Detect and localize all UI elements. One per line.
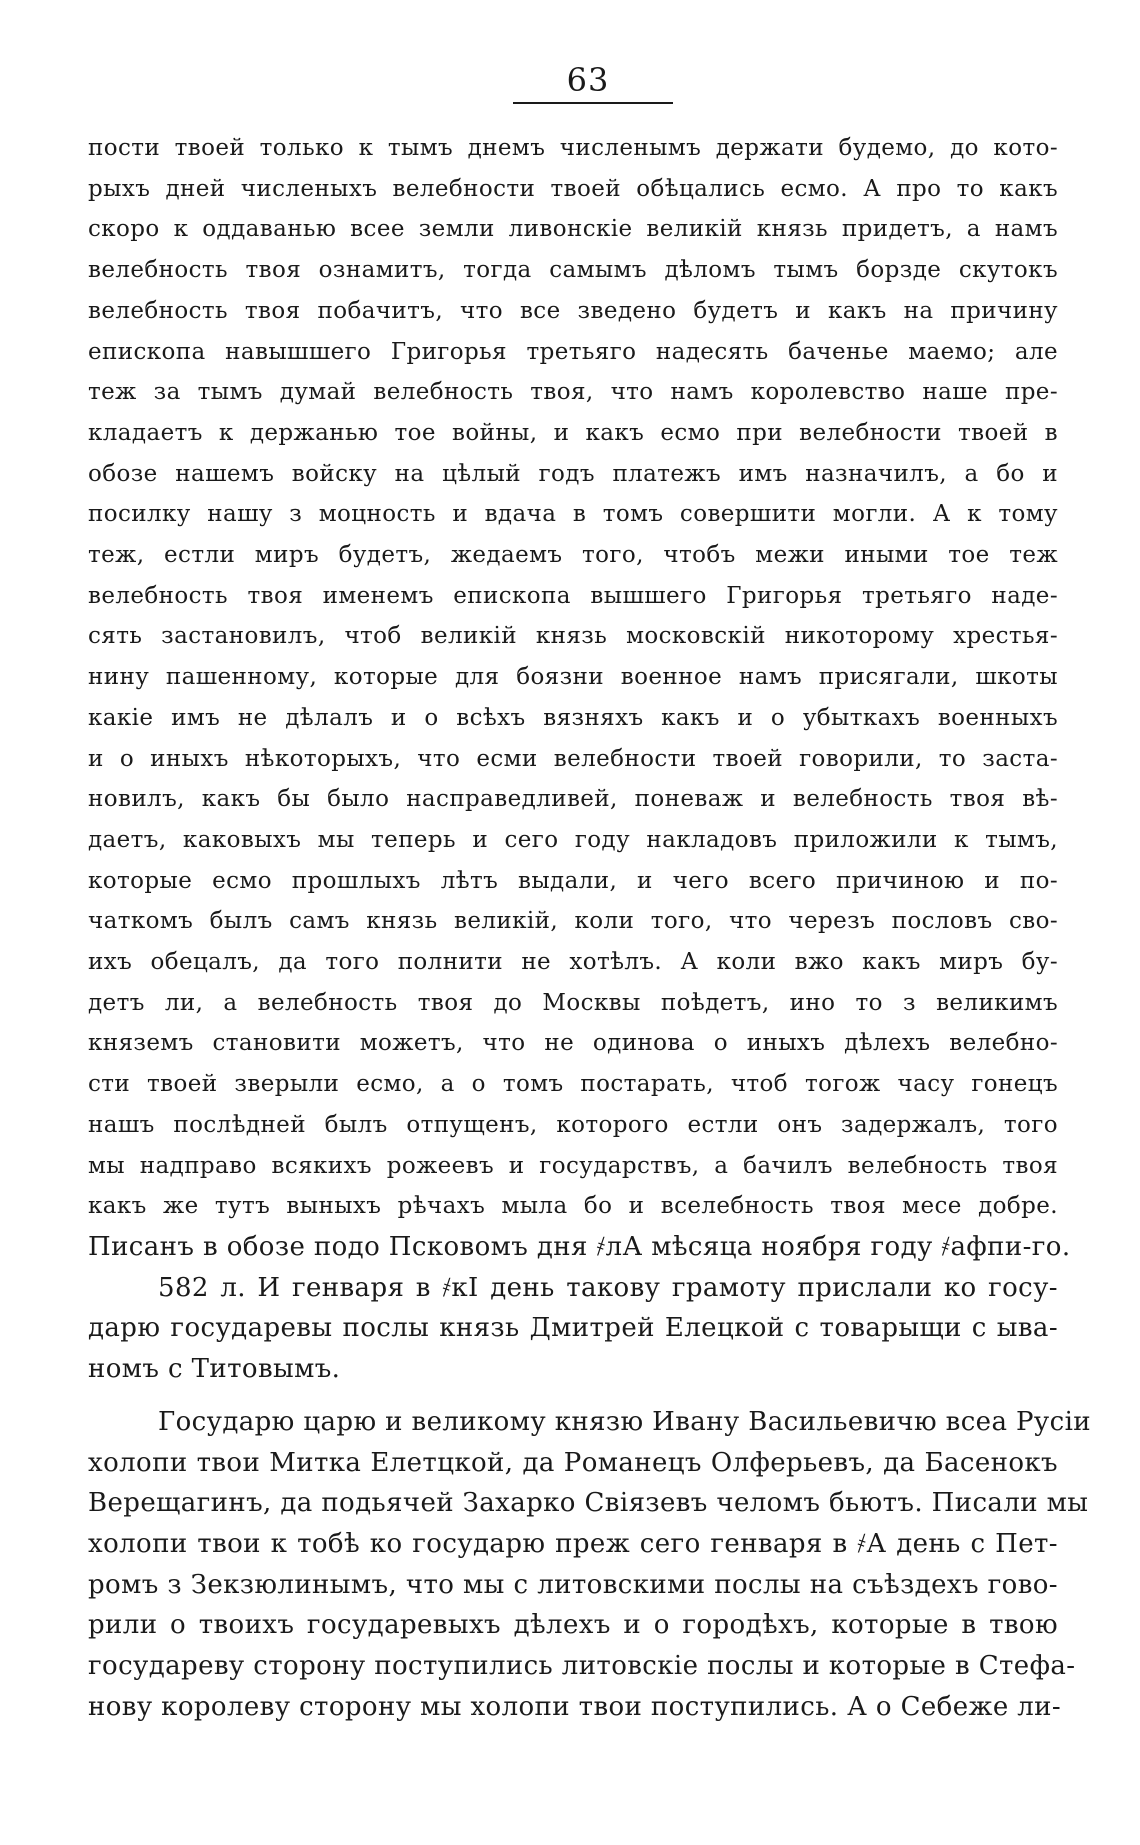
- page-number: 63: [566, 61, 610, 99]
- text-line: сять застановилъ, чтоб великій князь московскій никоторому хрестья-: [88, 623, 1058, 650]
- spacer: [88, 1390, 1058, 1402]
- text-line: обозе нашемъ войску на цѣлый годъ платежъ имъ назначилъ, а бо и: [88, 460, 1058, 487]
- text-line: нову королеву сторону мы холопи твои поступились. А о Себеже ли-: [88, 1691, 1062, 1722]
- text-line: теж, естли миръ будетъ, жедаемъ того, чтобъ межи иными тое теж: [88, 542, 1058, 569]
- text-line: велебность твоя именемъ епископа вышшего Григорья третьяго наде-: [88, 582, 1058, 609]
- page: [88, 60, 1092, 1727]
- text-line: даетъ, каковыхъ мы теперь и сего году накладовъ приложили к тымъ,: [88, 826, 1058, 853]
- text-line: чаткомъ былъ самъ князь великій, коли того, что черезъ пословъ сво-: [88, 908, 1058, 935]
- text-line: кладаетъ к держанью тое войны, и какъ есмо при велебности твоей в: [88, 419, 1058, 446]
- text-line: холопи твои к тобѣ ко государю преж сего генваря в ҂А день с Пет-: [88, 1528, 1058, 1559]
- text-line: и о иныхъ нѣкоторыхъ, что есми велебности твоей говорили, то заста-: [88, 745, 1058, 772]
- text-line: холопи твои Митка Елетцкой, да Романецъ Олферьевъ, да Басенокъ: [88, 1447, 1058, 1478]
- text-line: велебность твоя ознамитъ, тогда самымъ дѣломъ тымъ борзде скутокъ: [88, 257, 1058, 284]
- text-line: номъ с Титовымъ.: [88, 1354, 341, 1385]
- text-line: Государю царю и великому князю Ивану Васильевичю всеа Русіи: [158, 1406, 1092, 1437]
- text-line: нину пашенному, которые для боязни военное намъ присягали, шкоты: [88, 664, 1058, 691]
- text-line: ихъ обецалъ, да того полнити не хотѣлъ. А коли вжо какъ миръ бу-: [88, 949, 1058, 976]
- signature-block: [88, 1227, 1071, 1268]
- text-line: мы надправо всякихъ рожеевъ и государствъ, а бачилъ велебность твоя: [88, 1152, 1058, 1179]
- signature-line: Писанъ в обозе подо Псковомъ дня ҂лА мѣсяца ноября году ҂афпи-го.: [88, 1231, 1071, 1262]
- text-line: теж за тымъ думай велебность твоя, что намъ королевство наше пре-: [88, 379, 1058, 406]
- text-line: рыхъ дней численыхъ велебности твоей обѣцались есмо. А про то какъ: [88, 175, 1058, 202]
- letter: [88, 1402, 1092, 1728]
- body-block-1: [88, 128, 1058, 1227]
- text-line: государеву сторону поступились литовскіе послы и которые в Стефа-: [88, 1651, 1076, 1682]
- text-line: рили о твоихъ государевыхъ дѣлехъ и о городѣхъ, которые в твою: [88, 1610, 1058, 1641]
- text-line: велебность твоя побачитъ, что все зведено будетъ и какъ на причину: [88, 297, 1058, 324]
- text-line: детъ ли, а велебность твоя до Москвы поѣдетъ, ино то з великимъ: [88, 989, 1058, 1016]
- text-line: посилку нашу з моцность и вдача в томъ совершити могли. А к тому: [88, 501, 1058, 528]
- text-line: Верещагинъ, да подьячей Захарко Свіязевъ челомъ бьютъ. Писали мы: [88, 1488, 1089, 1519]
- text-line: сти твоей зверыли есмо, а о томъ постарать, чтоб тогож часу гонецъ: [88, 1071, 1058, 1098]
- text-line: княземъ становити можетъ, что не одинова о иныхъ дѣлехъ велебно-: [88, 1030, 1058, 1057]
- text-line: новилъ, какъ бы было насправедливей, поневаж и велебность твоя вѣ-: [88, 786, 1058, 813]
- text-line: какіе имъ не дѣлалъ и о всѣхъ вязняхъ какъ и о убыткахъ военныхъ: [88, 704, 1058, 731]
- text-line: 582 л. И генваря в ҂кІ день такову грамоту прислали ко госу-: [158, 1272, 1058, 1303]
- text-line: какъ же тутъ выныхъ рѣчахъ мыла бо и вселебность твоя месе добре.: [88, 1193, 1058, 1220]
- text-line: нашъ послѣдней былъ отпущенъ, которого естли онъ задержалъ, того: [88, 1111, 1058, 1138]
- text-line: епископа навышшего Григорья третьяго надесять баченье маемо; але: [88, 338, 1058, 365]
- entry-582: [88, 1268, 1058, 1390]
- text-line: ромъ з Зекзюлинымъ, что мы с литовскими послы на съѣздехъ гово-: [88, 1569, 1058, 1600]
- text-line: дарю государевы послы князь Дмитрей Елецкой с товарыщи с ыва-: [88, 1313, 1058, 1344]
- text-line: которые есмо прошлыхъ лѣтъ выдали, и чего всего причиною и по-: [88, 867, 1058, 894]
- text-line: пости твоей только к тымъ днемъ численымъ держати будемо, до кото-: [88, 135, 1058, 161]
- text-line: скоро к оддаванью всее земли ливонскіе великій князь придетъ, а намъ: [88, 216, 1058, 243]
- page-number-rule: [513, 102, 673, 104]
